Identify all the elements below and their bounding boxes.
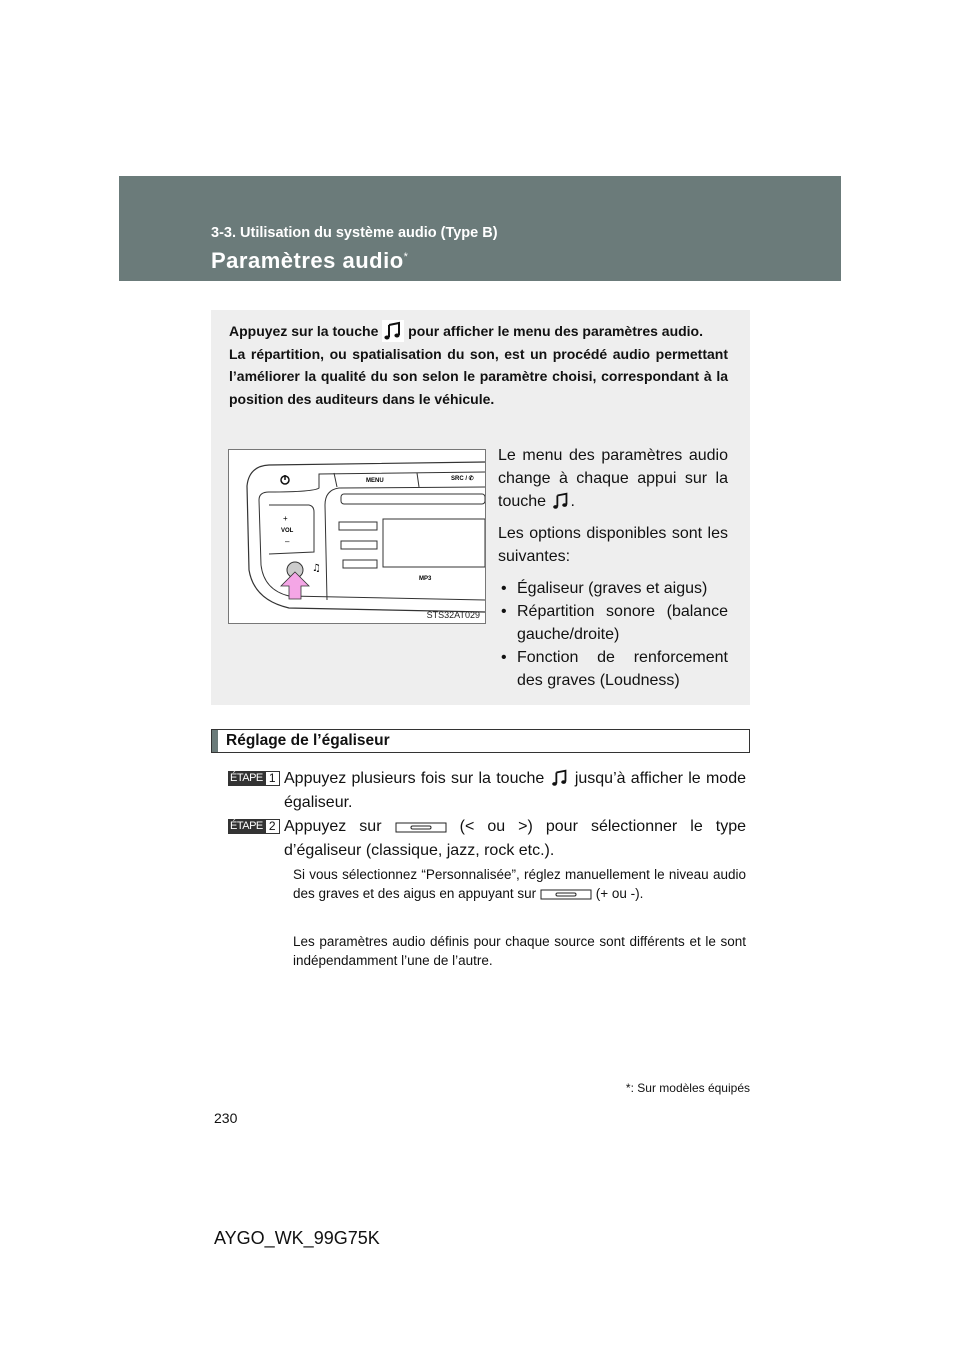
vol-plus: + — [283, 514, 288, 523]
step-2 — [228, 815, 746, 863]
note1-a: Si vous sélectionnez “Personnalisée”, réglez manuellement le niveau audio des graves et des aigus en appuyant sur — [293, 867, 746, 901]
music-note-icon — [382, 320, 404, 342]
figure-code: STS32AT029 — [426, 610, 480, 620]
audio-panel-illustration — [229, 450, 485, 623]
footnote — [626, 1081, 750, 1095]
list-item: • Répartition sonore (balance gauche/droite) — [498, 600, 728, 646]
step-2-text-b: (< ou >) pour sélectionner le type d’égaliseur (classique, jazz, rock etc.). — [284, 818, 746, 859]
vol-label: VOL — [281, 528, 294, 534]
list-item: • Égaliseur (graves et aigus) — [498, 577, 728, 600]
step-1-text-b: jusqu’à afficher le mode égaliseur. — [284, 770, 746, 811]
document-code: AYGO_WK_99G75K — [214, 1228, 380, 1248]
intro-p1a: Appuyez sur la touche — [229, 323, 379, 339]
equalizer-heading — [211, 729, 750, 753]
section-title: 3-3. Utilisation du système audio (Type B) — [211, 225, 498, 241]
step-badge — [228, 819, 280, 834]
list-item: • Fonction de renforcement des graves (Loudness) — [498, 646, 728, 692]
step-1-text-a: Appuyez plusieurs fois sur la touche — [284, 770, 545, 787]
step-number: 2 — [265, 819, 280, 834]
right-p2: Les options disponibles sont les suivantes: — [498, 525, 728, 565]
footnote-mark: * — [625, 1081, 631, 1095]
header-band — [119, 176, 841, 281]
right-p1b: . — [570, 493, 575, 510]
step-1 — [228, 767, 746, 815]
step-word: ÉTAPE — [230, 772, 263, 784]
step-word: ÉTAPE — [230, 820, 263, 832]
page-title — [211, 248, 408, 274]
preset-button-icon — [395, 817, 447, 829]
asterisk-mark: * — [403, 251, 409, 263]
intro-p2: La répartition, ou spatialisation du son, est un procédé audio permettant l’améliorer la qualité du son selon le paramètre choisi, correspondant à la position des auditeurs dans le véhicule. — [229, 345, 728, 407]
vol-minus: – — [285, 537, 290, 546]
step-number: 1 — [265, 771, 280, 786]
preset-button-icon — [540, 886, 592, 898]
intro-p1b: pour afficher le menu des paramètres audio. — [408, 323, 704, 339]
audio-panel-figure — [228, 449, 486, 624]
src-label: SRC / ✆ — [451, 476, 474, 482]
intro-box — [211, 310, 750, 705]
intro-text — [229, 320, 728, 410]
step-2-text-a: Appuyez sur — [284, 818, 382, 835]
page-number: 230 — [214, 1110, 238, 1126]
mp3-label: MP3 — [419, 576, 432, 582]
heading-accent — [212, 730, 218, 752]
footnote-text: : Sur modèles équipés — [630, 1081, 750, 1095]
equalizer-heading-text: Réglage de l’égaliseur — [226, 732, 390, 749]
music-note-icon — [550, 768, 570, 788]
step-badge — [228, 771, 280, 786]
note-personalized — [293, 865, 746, 903]
note1-b: (+ ou -). — [595, 886, 644, 901]
menu-label: MENU — [366, 478, 384, 484]
options-text — [498, 444, 728, 692]
note-sources: Les paramètres audio définis pour chaque source sont différents et le sont indépendamment l’une de l’autre. — [293, 934, 746, 968]
music-note-icon — [551, 491, 571, 511]
options-list — [498, 577, 728, 692]
right-p1a: Le menu des paramètres audio change à chaque appui sur la touche — [498, 447, 728, 510]
svg-text:♫: ♫ — [312, 563, 321, 574]
page-title-text: Paramètres audio — [211, 248, 404, 273]
